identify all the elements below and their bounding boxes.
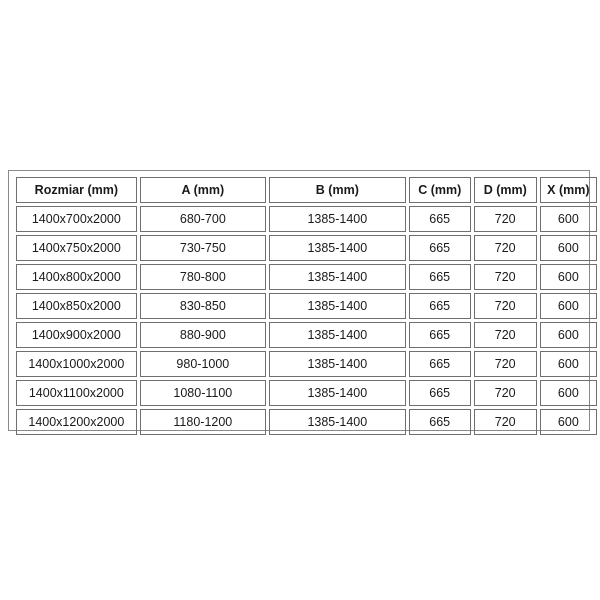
cell-x: 600	[540, 380, 597, 406]
cell-d: 720	[474, 322, 537, 348]
cell-a: 780-800	[140, 264, 266, 290]
cell-c: 665	[409, 206, 471, 232]
cell-b: 1385-1400	[269, 380, 406, 406]
cell-c: 665	[409, 409, 471, 435]
cell-x: 600	[540, 235, 597, 261]
cell-d: 720	[474, 409, 537, 435]
header-c: C (mm)	[409, 177, 471, 203]
table-row	[16, 293, 597, 319]
cell-c: 665	[409, 235, 471, 261]
cell-c: 665	[409, 380, 471, 406]
table-row	[16, 235, 597, 261]
cell-b: 1385-1400	[269, 235, 406, 261]
cell-size: 1400x900x2000	[16, 322, 137, 348]
cell-c: 665	[409, 293, 471, 319]
cell-b: 1385-1400	[269, 351, 406, 377]
cell-b: 1385-1400	[269, 409, 406, 435]
cell-b: 1385-1400	[269, 322, 406, 348]
table-body	[16, 206, 597, 435]
cell-x: 600	[540, 293, 597, 319]
dimensions-table	[13, 174, 600, 438]
cell-c: 665	[409, 322, 471, 348]
cell-size: 1400x1200x2000	[16, 409, 137, 435]
cell-x: 600	[540, 206, 597, 232]
cell-a: 830-850	[140, 293, 266, 319]
cell-c: 665	[409, 264, 471, 290]
header-b: B (mm)	[269, 177, 406, 203]
cell-d: 720	[474, 264, 537, 290]
header-size: Rozmiar (mm)	[16, 177, 137, 203]
cell-b: 1385-1400	[269, 264, 406, 290]
cell-x: 600	[540, 264, 597, 290]
cell-a: 1180-1200	[140, 409, 266, 435]
cell-a: 680-700	[140, 206, 266, 232]
cell-d: 720	[474, 293, 537, 319]
cell-a: 1080-1100	[140, 380, 266, 406]
cell-c: 665	[409, 351, 471, 377]
table-row	[16, 206, 597, 232]
cell-a: 880-900	[140, 322, 266, 348]
cell-d: 720	[474, 235, 537, 261]
header-a: A (mm)	[140, 177, 266, 203]
cell-d: 720	[474, 380, 537, 406]
cell-size: 1400x1100x2000	[16, 380, 137, 406]
cell-d: 720	[474, 206, 537, 232]
cell-a: 730-750	[140, 235, 266, 261]
table-row	[16, 409, 597, 435]
table-row	[16, 351, 597, 377]
table-row	[16, 380, 597, 406]
cell-size: 1400x750x2000	[16, 235, 137, 261]
cell-size: 1400x700x2000	[16, 206, 137, 232]
header-d: D (mm)	[474, 177, 537, 203]
cell-x: 600	[540, 409, 597, 435]
table-row	[16, 322, 597, 348]
header-x: X (mm)	[540, 177, 597, 203]
cell-size: 1400x800x2000	[16, 264, 137, 290]
cell-a: 980-1000	[140, 351, 266, 377]
cell-b: 1385-1400	[269, 293, 406, 319]
cell-x: 600	[540, 322, 597, 348]
table-header	[16, 177, 597, 203]
cell-b: 1385-1400	[269, 206, 406, 232]
header-row	[16, 177, 597, 203]
cell-x: 600	[540, 351, 597, 377]
cell-d: 720	[474, 351, 537, 377]
cell-size: 1400x850x2000	[16, 293, 137, 319]
table-row	[16, 264, 597, 290]
cell-size: 1400x1000x2000	[16, 351, 137, 377]
